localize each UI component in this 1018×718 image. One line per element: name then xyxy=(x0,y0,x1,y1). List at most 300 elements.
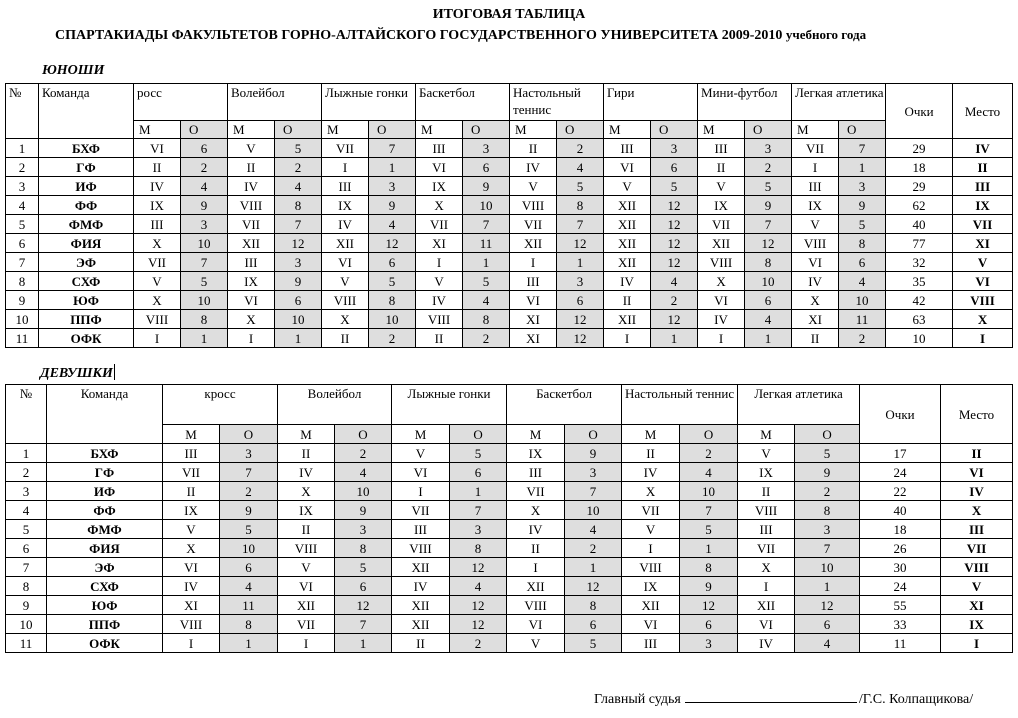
result-place: IX xyxy=(278,501,335,520)
team-name: ЭФ xyxy=(39,253,134,272)
table-row xyxy=(6,577,1013,596)
result-place: VIII xyxy=(792,234,839,253)
result-points: 6 xyxy=(463,158,510,177)
result-place: II xyxy=(278,520,335,539)
result-points: 9 xyxy=(275,272,322,291)
result-points: 8 xyxy=(335,539,392,558)
result-place: II xyxy=(228,158,275,177)
result-place: X xyxy=(134,291,181,310)
result-points: 8 xyxy=(450,539,507,558)
result-place: X xyxy=(622,482,680,501)
team-name: ППФ xyxy=(39,310,134,329)
result-points: 2 xyxy=(220,482,278,501)
result-points: 2 xyxy=(335,444,392,463)
result-place: II xyxy=(416,329,463,348)
result-points: 12 xyxy=(651,253,698,272)
result-place: IV xyxy=(622,463,680,482)
result-place: VII xyxy=(163,463,220,482)
total-points: 42 xyxy=(886,291,953,310)
result-points: 5 xyxy=(745,177,792,196)
result-points: 2 xyxy=(745,158,792,177)
result-place: X xyxy=(322,310,369,329)
result-points: 8 xyxy=(369,291,416,310)
result-points: 8 xyxy=(557,196,604,215)
result-points: 1 xyxy=(369,158,416,177)
result-place: VI xyxy=(163,558,220,577)
total-points: 22 xyxy=(860,482,941,501)
result-place: IX xyxy=(698,196,745,215)
result-place: IV xyxy=(322,215,369,234)
result-points: 9 xyxy=(335,501,392,520)
result-place: V xyxy=(792,215,839,234)
result-points: 12 xyxy=(680,596,738,615)
result-points: 3 xyxy=(795,520,860,539)
result-place: V xyxy=(604,177,651,196)
result-points: 2 xyxy=(181,158,228,177)
result-points: 12 xyxy=(651,234,698,253)
team-name: ФМФ xyxy=(47,520,163,539)
result-place: XII xyxy=(507,577,565,596)
subheader-o: О xyxy=(745,121,792,139)
result-points: 10 xyxy=(565,501,622,520)
row-num: 10 xyxy=(6,310,39,329)
result-points: 8 xyxy=(220,615,278,634)
subheader-m: М xyxy=(392,425,450,444)
result-place: II xyxy=(604,291,651,310)
result-points: 3 xyxy=(745,139,792,158)
row-num: 4 xyxy=(6,501,47,520)
total-points: 40 xyxy=(860,501,941,520)
header-sport: Лыжные гонки xyxy=(322,84,416,121)
result-points: 6 xyxy=(565,615,622,634)
result-place: III xyxy=(228,253,275,272)
row-num: 2 xyxy=(6,463,47,482)
result-place: X xyxy=(738,558,795,577)
text-cursor xyxy=(114,364,115,380)
result-place: X xyxy=(507,501,565,520)
result-points: 2 xyxy=(795,482,860,501)
final-place: II xyxy=(941,444,1013,463)
result-points: 7 xyxy=(275,215,322,234)
total-points: 35 xyxy=(886,272,953,291)
team-name: ФФ xyxy=(39,196,134,215)
document-title: ИТОГОВАЯ ТАБЛИЦА xyxy=(432,7,586,22)
result-points: 9 xyxy=(369,196,416,215)
result-points: 12 xyxy=(557,329,604,348)
result-place: II xyxy=(163,482,220,501)
result-points: 2 xyxy=(839,329,886,348)
result-points: 12 xyxy=(450,615,507,634)
total-points: 40 xyxy=(886,215,953,234)
subheader-o: О xyxy=(557,121,604,139)
table-row xyxy=(6,329,1013,348)
result-points: 3 xyxy=(450,520,507,539)
result-place: IV xyxy=(163,577,220,596)
result-points: 6 xyxy=(795,615,860,634)
result-points: 3 xyxy=(369,177,416,196)
result-points: 10 xyxy=(795,558,860,577)
subheader-m: М xyxy=(507,425,565,444)
result-place: XII xyxy=(738,596,795,615)
result-place: VIII xyxy=(392,539,450,558)
result-points: 3 xyxy=(680,634,738,653)
header-sport: Волейбол xyxy=(228,84,322,121)
result-place: VI xyxy=(278,577,335,596)
result-place: III xyxy=(698,139,745,158)
header-sport: Легкая атлетика xyxy=(738,385,860,425)
result-place: V xyxy=(510,177,557,196)
result-place: VI xyxy=(507,615,565,634)
result-points: 7 xyxy=(557,215,604,234)
result-points: 3 xyxy=(181,215,228,234)
header-row xyxy=(6,385,1013,425)
signature-blank xyxy=(685,689,857,703)
result-place: XII xyxy=(392,558,450,577)
result-points: 12 xyxy=(335,596,392,615)
subtitle-main: СПАРТАКИАДЫ ФАКУЛЬТЕТОВ ГОРНО-АЛТАЙСКОГО ГОСУДАРСТВЕННОГО УНИВЕРСИТЕТА 2009-2010 xyxy=(55,28,783,43)
result-points: 2 xyxy=(450,634,507,653)
result-points: 1 xyxy=(795,577,860,596)
girls-section-title[interactable] xyxy=(40,364,115,382)
header-team: Команда xyxy=(39,84,134,139)
subheader-o: О xyxy=(680,425,738,444)
result-place: XII xyxy=(228,234,275,253)
total-points: 30 xyxy=(860,558,941,577)
result-points: 10 xyxy=(463,196,510,215)
result-points: 12 xyxy=(450,558,507,577)
result-points: 7 xyxy=(839,139,886,158)
row-num: 7 xyxy=(6,253,39,272)
result-place: IX xyxy=(792,196,839,215)
final-place: IX xyxy=(953,196,1013,215)
result-place: I xyxy=(134,329,181,348)
result-place: I xyxy=(322,158,369,177)
table-row xyxy=(6,215,1013,234)
result-place: IV xyxy=(278,463,335,482)
result-points: 10 xyxy=(275,310,322,329)
result-place: III xyxy=(416,139,463,158)
result-place: IX xyxy=(507,444,565,463)
result-place: IV xyxy=(738,634,795,653)
result-place: VII xyxy=(278,615,335,634)
result-place: VI xyxy=(792,253,839,272)
result-points: 1 xyxy=(450,482,507,501)
result-points: 5 xyxy=(220,520,278,539)
result-points: 3 xyxy=(220,444,278,463)
result-points: 4 xyxy=(369,215,416,234)
result-points: 4 xyxy=(795,634,860,653)
result-points: 10 xyxy=(745,272,792,291)
result-place: I xyxy=(622,539,680,558)
result-points: 4 xyxy=(680,463,738,482)
result-place: VIII xyxy=(322,291,369,310)
result-points: 1 xyxy=(651,329,698,348)
result-place: III xyxy=(792,177,839,196)
final-place: VII xyxy=(941,539,1013,558)
subheader-o: О xyxy=(450,425,507,444)
result-place: XII xyxy=(322,234,369,253)
result-points: 1 xyxy=(839,158,886,177)
result-place: III xyxy=(163,444,220,463)
subheader-o: О xyxy=(839,121,886,139)
result-points: 6 xyxy=(181,139,228,158)
result-place: I xyxy=(416,253,463,272)
result-points: 8 xyxy=(181,310,228,329)
result-points: 5 xyxy=(335,558,392,577)
result-place: V xyxy=(163,520,220,539)
result-points: 5 xyxy=(839,215,886,234)
result-place: III xyxy=(322,177,369,196)
final-place: X xyxy=(953,310,1013,329)
result-place: III xyxy=(622,634,680,653)
subheader-m: М xyxy=(228,121,275,139)
result-points: 2 xyxy=(463,329,510,348)
row-num: 1 xyxy=(6,444,47,463)
result-place: II xyxy=(507,539,565,558)
result-points: 12 xyxy=(795,596,860,615)
result-place: VI xyxy=(622,615,680,634)
result-points: 9 xyxy=(795,463,860,482)
result-place: IV xyxy=(604,272,651,291)
total-points: 18 xyxy=(860,520,941,539)
result-place: I xyxy=(738,577,795,596)
result-place: III xyxy=(510,272,557,291)
total-points: 32 xyxy=(886,253,953,272)
result-points: 4 xyxy=(565,520,622,539)
result-place: IV xyxy=(416,291,463,310)
final-place: III xyxy=(953,177,1013,196)
header-sport: Гири xyxy=(604,84,698,121)
result-place: VI xyxy=(228,291,275,310)
result-place: V xyxy=(278,558,335,577)
result-place: VII xyxy=(416,215,463,234)
result-points: 6 xyxy=(335,577,392,596)
result-points: 9 xyxy=(220,501,278,520)
result-place: X xyxy=(792,291,839,310)
table-row xyxy=(6,539,1013,558)
result-points: 2 xyxy=(651,291,698,310)
result-points: 1 xyxy=(557,253,604,272)
result-place: XI xyxy=(792,310,839,329)
result-place: XII xyxy=(392,596,450,615)
result-place: I xyxy=(392,482,450,501)
result-points: 4 xyxy=(450,577,507,596)
result-points: 7 xyxy=(220,463,278,482)
judge-name: /Г.С. Колпащикова/ xyxy=(858,692,974,707)
result-place: XI xyxy=(163,596,220,615)
subheader-m: М xyxy=(510,121,557,139)
result-place: I xyxy=(278,634,335,653)
result-place: II xyxy=(792,329,839,348)
result-place: VII xyxy=(507,482,565,501)
table-row xyxy=(6,463,1013,482)
result-place: IX xyxy=(416,177,463,196)
result-points: 10 xyxy=(680,482,738,501)
team-name: ГФ xyxy=(39,158,134,177)
result-place: VIII xyxy=(510,196,557,215)
header-sport: Волейбол xyxy=(278,385,392,425)
table-row xyxy=(6,444,1013,463)
result-points: 11 xyxy=(839,310,886,329)
result-points: 2 xyxy=(557,139,604,158)
result-place: VIII xyxy=(738,501,795,520)
result-place: II xyxy=(698,158,745,177)
result-place: I xyxy=(507,558,565,577)
result-points: 1 xyxy=(680,539,738,558)
result-points: 3 xyxy=(557,272,604,291)
row-num: 5 xyxy=(6,215,39,234)
result-place: IV xyxy=(698,310,745,329)
result-place: V xyxy=(322,272,369,291)
subheader-m: М xyxy=(134,121,181,139)
result-points: 10 xyxy=(181,291,228,310)
result-place: V xyxy=(507,634,565,653)
result-place: IV xyxy=(507,520,565,539)
team-name: БХФ xyxy=(39,139,134,158)
final-place: VIII xyxy=(953,291,1013,310)
result-place: VI xyxy=(510,291,557,310)
result-place: I xyxy=(163,634,220,653)
result-points: 7 xyxy=(680,501,738,520)
result-points: 8 xyxy=(839,234,886,253)
row-num: 11 xyxy=(6,634,47,653)
result-place: XII xyxy=(698,234,745,253)
final-place: V xyxy=(941,577,1013,596)
judge-label: Главный судья xyxy=(594,692,681,707)
result-place: VI xyxy=(392,463,450,482)
result-place: VI xyxy=(698,291,745,310)
table-row xyxy=(6,482,1013,501)
result-place: IV xyxy=(134,177,181,196)
subheader-m: М xyxy=(416,121,463,139)
final-place: XI xyxy=(953,234,1013,253)
result-place: II xyxy=(738,482,795,501)
result-place: IV xyxy=(510,158,557,177)
result-points: 4 xyxy=(651,272,698,291)
header-sport: кросс xyxy=(163,385,278,425)
result-place: XII xyxy=(604,234,651,253)
team-name: ГФ xyxy=(47,463,163,482)
final-place: II xyxy=(953,158,1013,177)
result-points: 7 xyxy=(565,482,622,501)
header-sport: Баскетбол xyxy=(507,385,622,425)
total-points: 55 xyxy=(860,596,941,615)
total-points: 24 xyxy=(860,577,941,596)
table-row xyxy=(6,596,1013,615)
final-place: XI xyxy=(941,596,1013,615)
subheader-o: О xyxy=(369,121,416,139)
result-place: IX xyxy=(228,272,275,291)
result-place: VIII xyxy=(278,539,335,558)
total-points: 63 xyxy=(886,310,953,329)
result-place: IV xyxy=(392,577,450,596)
result-place: VI xyxy=(322,253,369,272)
result-points: 4 xyxy=(275,177,322,196)
result-points: 10 xyxy=(335,482,392,501)
subheader-o: О xyxy=(651,121,698,139)
result-place: IV xyxy=(792,272,839,291)
subheader-m: М xyxy=(163,425,220,444)
result-place: VII xyxy=(738,539,795,558)
result-points: 4 xyxy=(839,272,886,291)
result-points: 3 xyxy=(335,520,392,539)
result-points: 6 xyxy=(369,253,416,272)
table-row xyxy=(6,234,1013,253)
result-points: 3 xyxy=(839,177,886,196)
result-place: VII xyxy=(228,215,275,234)
result-points: 8 xyxy=(565,596,622,615)
result-points: 1 xyxy=(181,329,228,348)
result-place: V xyxy=(392,444,450,463)
result-place: II xyxy=(322,329,369,348)
final-place: VII xyxy=(953,215,1013,234)
team-name: ФФ xyxy=(47,501,163,520)
header-sport: Легкая атлетика xyxy=(792,84,886,121)
result-points: 10 xyxy=(369,310,416,329)
result-place: VII xyxy=(622,501,680,520)
result-place: I xyxy=(604,329,651,348)
result-points: 6 xyxy=(220,558,278,577)
result-points: 1 xyxy=(565,558,622,577)
result-points: 10 xyxy=(839,291,886,310)
result-points: 2 xyxy=(275,158,322,177)
row-num: 9 xyxy=(6,291,39,310)
result-place: IV xyxy=(228,177,275,196)
result-points: 12 xyxy=(450,596,507,615)
result-points: 4 xyxy=(745,310,792,329)
document-subtitle xyxy=(55,27,866,44)
result-points: 4 xyxy=(335,463,392,482)
subheader-o: О xyxy=(565,425,622,444)
result-points: 9 xyxy=(181,196,228,215)
subheader-m: М xyxy=(738,425,795,444)
header-num: № xyxy=(6,84,39,139)
result-points: 6 xyxy=(745,291,792,310)
result-place: VIII xyxy=(622,558,680,577)
result-place: XII xyxy=(392,615,450,634)
result-points: 3 xyxy=(651,139,698,158)
result-place: VIII xyxy=(228,196,275,215)
final-place: IV xyxy=(953,139,1013,158)
subheader-m: М xyxy=(604,121,651,139)
result-points: 10 xyxy=(220,539,278,558)
result-place: XII xyxy=(622,596,680,615)
result-points: 7 xyxy=(450,501,507,520)
table-row xyxy=(6,634,1013,653)
final-place: V xyxy=(953,253,1013,272)
result-points: 4 xyxy=(181,177,228,196)
team-name: ЭФ xyxy=(47,558,163,577)
team-name: ЮФ xyxy=(39,291,134,310)
table-row xyxy=(6,139,1013,158)
total-points: 33 xyxy=(860,615,941,634)
result-place: V xyxy=(416,272,463,291)
final-place: X xyxy=(941,501,1013,520)
header-points: Очки xyxy=(860,385,941,444)
result-place: X xyxy=(416,196,463,215)
subheader-o: О xyxy=(181,121,228,139)
result-place: X xyxy=(228,310,275,329)
result-place: X xyxy=(134,234,181,253)
result-points: 7 xyxy=(745,215,792,234)
result-points: 4 xyxy=(220,577,278,596)
result-place: IX xyxy=(134,196,181,215)
header-sport: росс xyxy=(134,84,228,121)
result-place: VII xyxy=(792,139,839,158)
result-place: VII xyxy=(322,139,369,158)
result-place: XII xyxy=(604,253,651,272)
row-num: 10 xyxy=(6,615,47,634)
